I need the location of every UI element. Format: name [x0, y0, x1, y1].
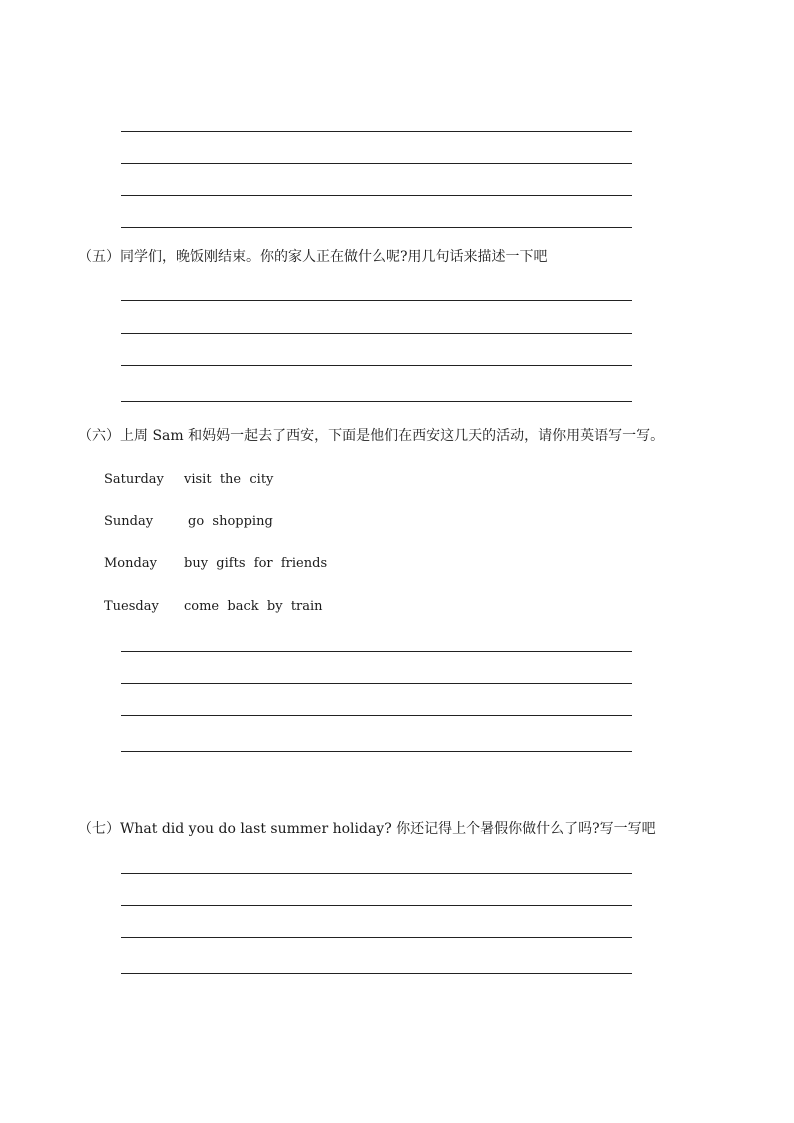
activity-day: Tuesday: [104, 599, 159, 614]
answer-line[interactable]: [121, 973, 632, 974]
activity-text: go shopping: [188, 514, 273, 529]
activity-day: Sunday: [104, 514, 154, 529]
answer-line[interactable]: [121, 401, 632, 402]
activity-day: Monday: [104, 556, 157, 571]
answer-line[interactable]: [121, 715, 632, 716]
answer-line[interactable]: [121, 365, 632, 366]
section-7-title: （七）What did you do last summer holiday? 你还记得上个暑假你做什么了吗?写一写吧: [78, 821, 656, 837]
answer-line[interactable]: [121, 195, 632, 196]
answer-line[interactable]: [121, 683, 632, 684]
answer-line[interactable]: [121, 937, 632, 938]
section-6-title: （六）上周 Sam 和妈妈一起去了西安，下面是他们在西安这几天的活动，请你用英语写一写。: [78, 428, 665, 444]
answer-line[interactable]: [121, 651, 632, 652]
activity-text: come back by train: [184, 599, 323, 614]
activity-day: Saturday: [104, 472, 164, 487]
answer-line[interactable]: [121, 333, 632, 334]
answer-line[interactable]: [121, 227, 632, 228]
answer-line[interactable]: [121, 751, 632, 752]
section-5-title: （五）同学们，晚饭刚结束。你的家人正在做什么呢?用几句话来描述一下吧: [78, 249, 548, 265]
answer-line[interactable]: [121, 300, 632, 301]
activity-text: visit the city: [184, 472, 274, 487]
activity-text: buy gifts for friends: [184, 556, 328, 571]
answer-line[interactable]: [121, 905, 632, 906]
answer-line[interactable]: [121, 873, 632, 874]
answer-line[interactable]: [121, 131, 632, 132]
answer-line[interactable]: [121, 163, 632, 164]
